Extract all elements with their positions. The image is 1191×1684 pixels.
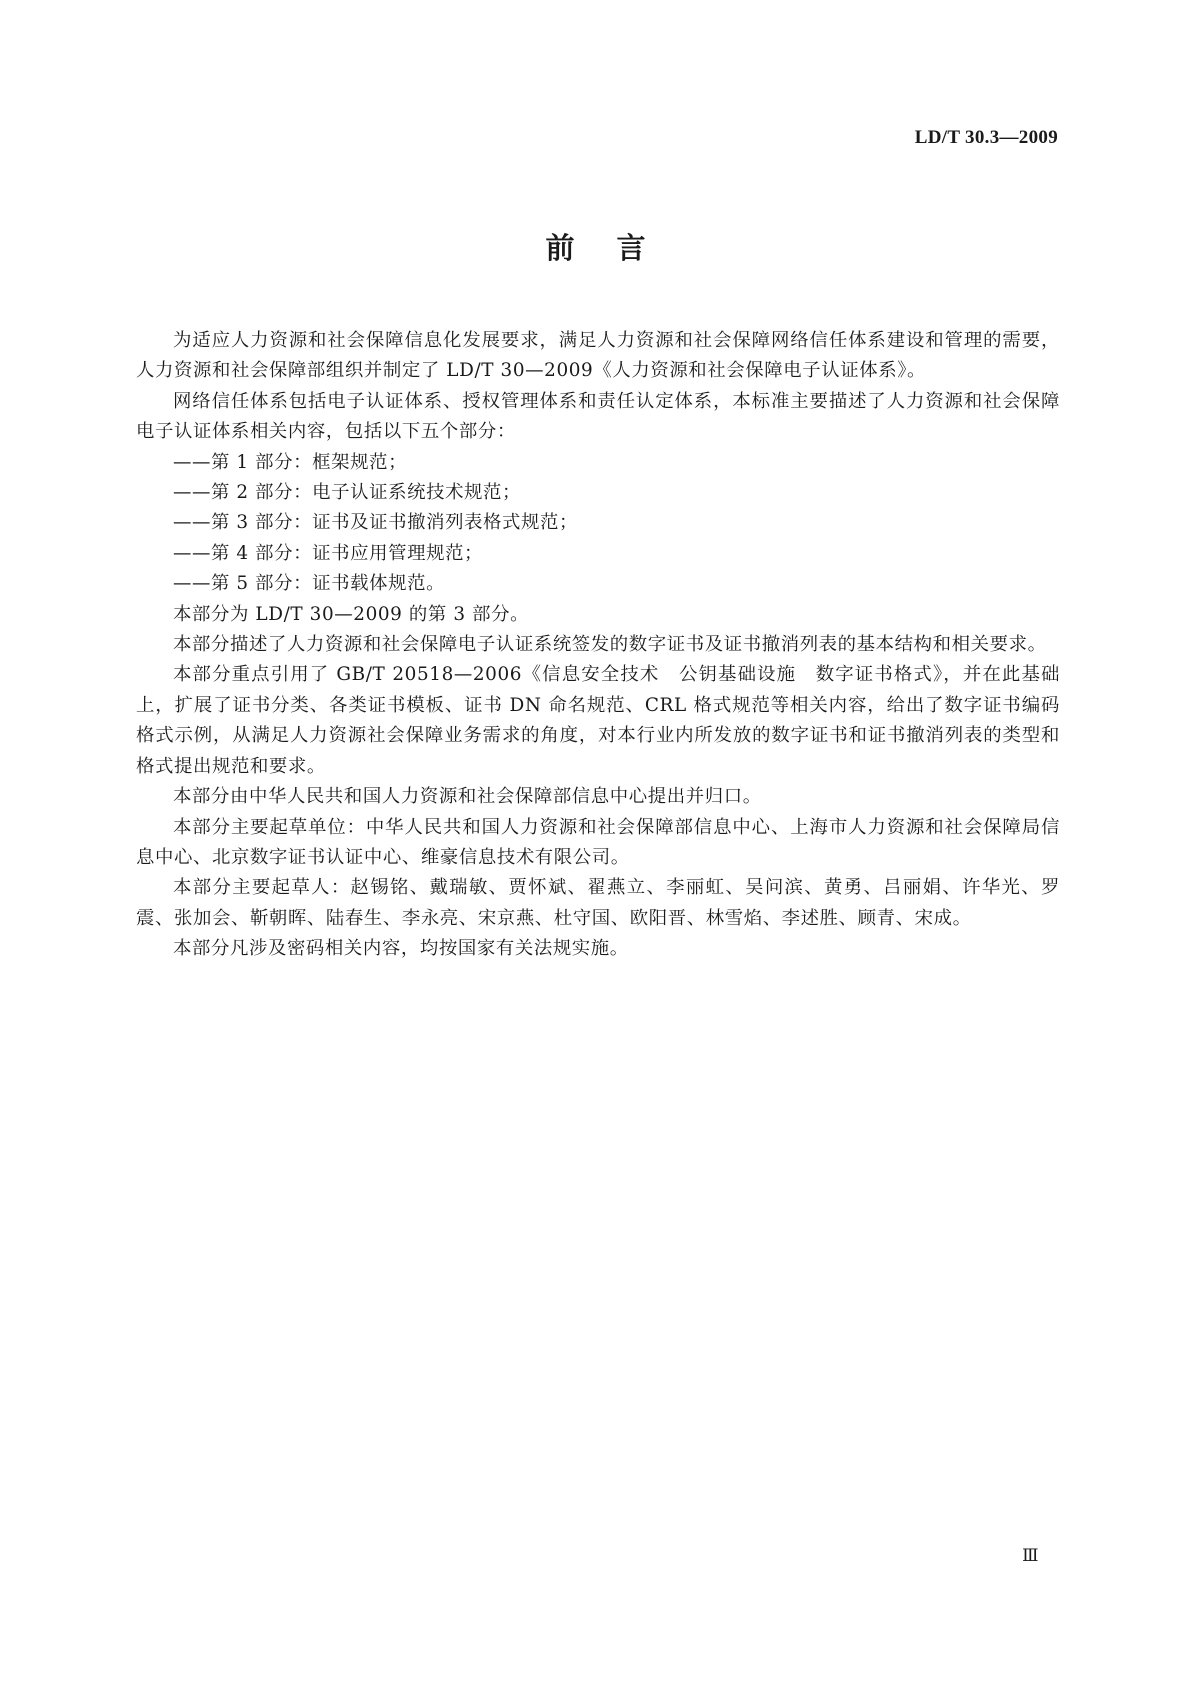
paragraph-trust-system: 网络信任体系包括电子认证体系、授权管理体系和责任认定体系，本标准主要描述了人力资源和社会保障电子认证体系相关内容，包括以下五个部分： xyxy=(136,390,1060,443)
page-title: 前言 xyxy=(545,231,688,265)
list-item-part-5: ——第 5 部分：证书载体规范。 xyxy=(173,573,446,595)
paragraph-drafting-units: 本部分主要起草单位：中华人民共和国人力资源和社会保障部信息中心、上海市人力资源和社会保障局信息中心、北京数字证书认证中心、维豪信息技术有限公司。 xyxy=(136,816,1060,868)
standard-code-header: LD/T 30.3—2009 xyxy=(914,127,1058,148)
list-item-part-1: ——第 1 部分：框架规范； xyxy=(173,451,408,473)
paragraph-cryptography: 本部分凡涉及密码相关内容，均按国家有关法规实施。 xyxy=(173,938,629,960)
paragraph-references: 本部分重点引用了 GB/T 20518—2006《信息安全技术 公钥基础设施 数字证书格式》，并在此基础上，扩展了证书分类、各类证书模板、证书 DN 命名规范、CRL 格式规范等相关内容，给出了数字证书编码格式示例，从满足人力资源社会保障业务需求的角度，对本行业内所发放的数字证书和证书撤消列表的类型和格式提出规范和要求。 xyxy=(136,664,1060,777)
paragraph-part-identity: 本部分为 LD/T 30—2009 的第 3 部分。 xyxy=(173,603,530,625)
list-item-part-4: ——第 4 部分：证书应用管理规范； xyxy=(173,542,484,564)
paragraph-scope: 本部分描述了人力资源和社会保障电子认证系统签发的数字证书及证书撤消列表的基本结构和相关要求。 xyxy=(173,634,1047,656)
paragraph-drafters: 本部分主要起草人：赵锡铭、戴瑞敏、贾怀斌、翟燕立、李丽虹、吴问滨、黄勇、吕丽娟、许华光、罗震、张加会、靳朝晖、陆春生、李永亮、宋京燕、杜守国、欧阳晋、林雪焰、李述胜、顾青、宋成。 xyxy=(136,877,1060,929)
list-item-part-3: ——第 3 部分：证书及证书撤消列表格式规范； xyxy=(173,512,579,534)
foreword-body xyxy=(136,326,1060,965)
paragraph-proposer: 本部分由中华人民共和国人力资源和社会保障部信息中心提出并归口。 xyxy=(173,786,762,808)
paragraph-purpose: 为适应人力资源和社会保障信息化发展要求，满足人力资源和社会保障网络信任体系建设和管理的需要，人力资源和社会保障部组织并制定了 LD/T 30—2009《人力资源和社会保障电子认证体系》。 xyxy=(136,330,1060,382)
page-number: Ⅲ xyxy=(1022,1546,1039,1565)
list-item-part-2: ——第 2 部分：电子认证系统技术规范； xyxy=(173,482,522,504)
